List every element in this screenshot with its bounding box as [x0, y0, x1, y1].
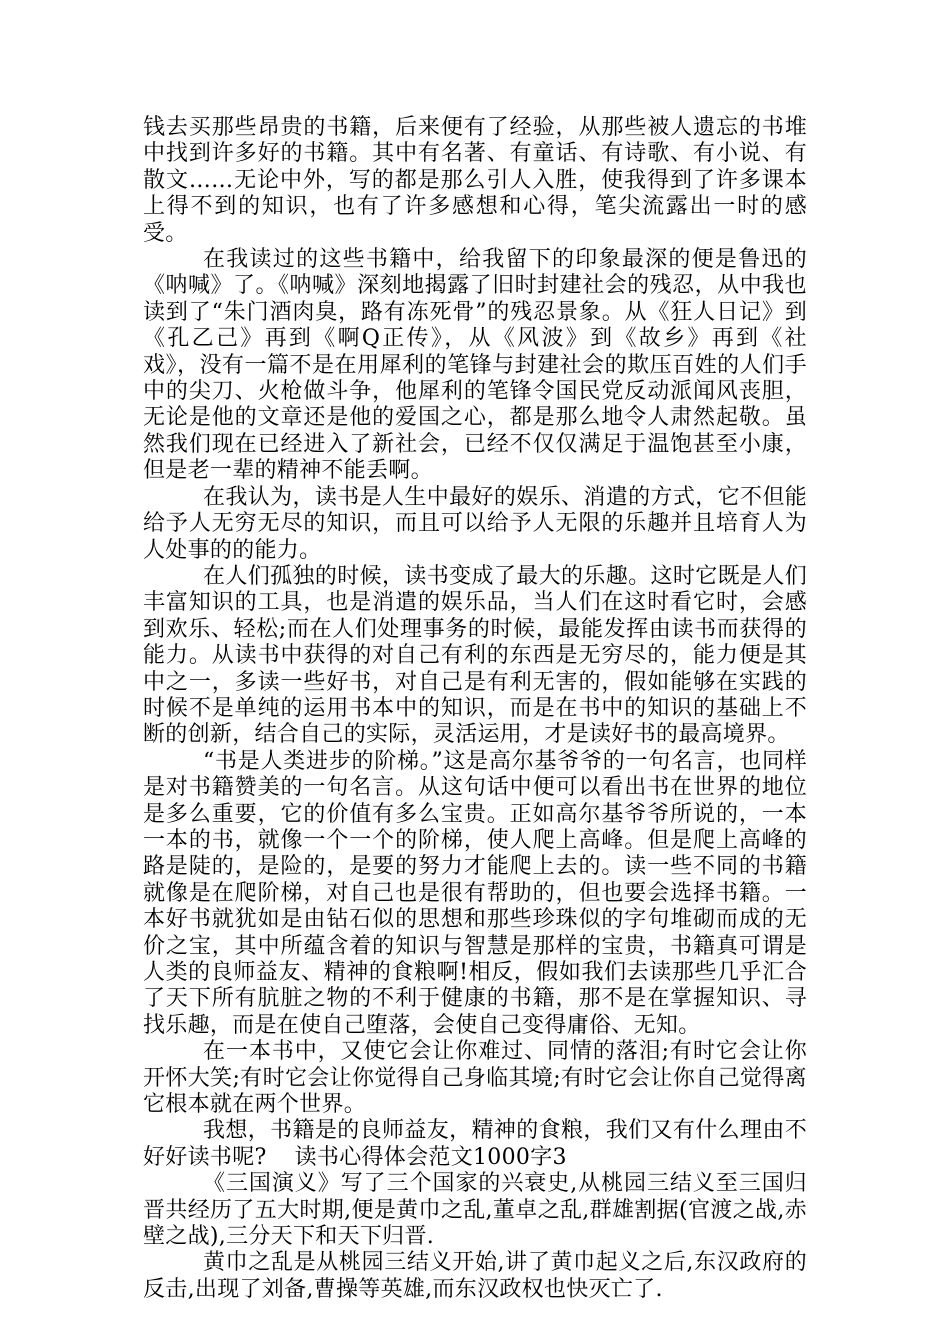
paragraph: “书是人类进步的阶梯。”这是高尔基爷爷的一句名言，也同样是对书籍赞美的一句名言。从这句话中便可以看出书在世界的地位是多么重要，它的价值有多么宝贵。正如高尔基爷爷所说的，一本一本的书，就像一个一个的阶梯，使人爬上高峰。但是爬上高峰的路是陡的，是险的，是要的努力才能爬上去的。读一些不同的书籍就像是在爬阶梯，对自己也是很有帮助的，但也要会选择书籍。一本好书就犹如是由钻石似的思想和那些珍珠似的字句堆砌而成的无价之宝，其中所蕴含着的知识与智慧是那样的宝贵，书籍真可谓是人类的良师益友、精神的食粮啊!相反，假如我们去读那些几乎汇合了天下所有肮脏之物的不利于健康的书籍，那不是在掌握知识、寻找乐趣，而是在使自己堕落，会使自己变得庸俗、无知。 — [143, 748, 807, 1038]
paragraph-with-title — [143, 1118, 807, 1171]
paragraph-text: 我想，书籍是的良师益友，精神的食粮，我们又有什么理由不好好读书呢? — [143, 1118, 807, 1170]
paragraph: 黄巾之乱是从桃园三结义开始,讲了黄巾起义之后,东汉政府的反击,出现了刘备,曹操等英雄,而东汉政权也快灭亡了. — [143, 1250, 807, 1302]
paragraph: 《三国演义》写了三个国家的兴衰史,从桃园三结义至三国归晋共经历了五大时期,便是黄巾之乱,董卓之乱,群雄割据(官渡之战,赤壁之战),三分天下和天下归晋. — [143, 1171, 807, 1250]
paragraph: 在一本书中，又使它会让你难过、同情的落泪;有时它会让你开怀大笑;有时它会让你觉得自己身临其境;有时它会让你自己觉得离它根本就在两个世界。 — [143, 1039, 807, 1118]
paragraph: 在我认为，读书是人生中最好的娱乐、消遣的方式，它不但能给予人无穷无尽的知识，而且可以给予人无限的乐趣并且培育人为人处事的的能力。 — [143, 484, 807, 563]
paragraph: 在人们孤独的时候，读书变成了最大的乐趣。这时它既是人们丰富知识的工具，也是消遣的娱乐品，当人们在这时看它时，会感到欢乐、轻松;而在人们处理事务的时候，最能发挥由读书而获得的能力。从读书中获得的对自己有利的东西是无穷尽的，能力便是其中之一，多读一些好书，对自己是有利无害的，假如能够在实践的时候不是单纯的运用书本中的知识，而是在书中的知识的基础上不断的创新，结合自己的实际，灵活运用，才是读好书的最高境界。 — [143, 563, 807, 748]
section-title: 读书心得体会范文1000字3 — [294, 1144, 567, 1170]
paragraph: 钱去买那些昂贵的书籍，后来便有了经验，从那些被人遗忘的书堆中找到许多好的书籍。其中有名著、有童话、有诗歌、有小说、有散文……无论中外，写的都是那么引人入胜，使我得到了许多课本上得不到的知识，也有了许多感想和心得，笔尖流露出一时的感受。 — [143, 115, 807, 246]
document-page — [143, 115, 807, 1303]
paragraph: 在我读过的这些书籍中，给我留下的印象最深的便是鲁迅的《呐喊》了。《呐喊》深刻地揭露了旧时封建社会的残忍，从中我也读到了“朱门酒肉臭，路有冻死骨”的残忍景象。从《狂人日记》到《孔乙己》再到《啊Q正传》，从《风波》到《故乡》再到《社戏》，没有一篇不是在用犀利的笔锋与封建社会的欺压百姓的人们手中的尖刀、火枪做斗争，他犀利的笔锋令国民党反动派闻风丧胆，无论是他的文章还是他的爱国之心，都是那么地令人肃然起敬。虽然我们现在已经进入了新社会，已经不仅仅满足于温饱甚至小康，但是老一辈的精神不能丢啊。 — [143, 247, 807, 484]
